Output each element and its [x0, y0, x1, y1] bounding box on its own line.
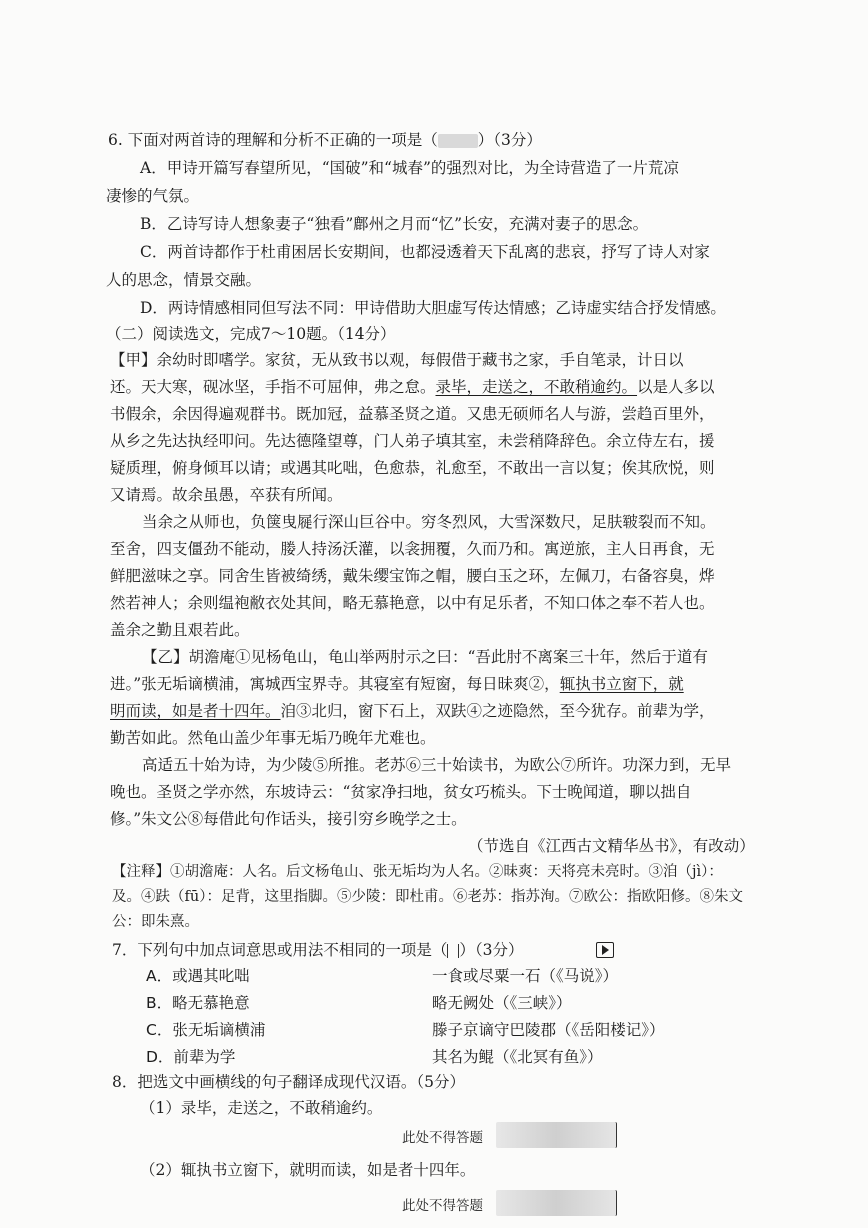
underlined-sentence-2: 辄执书立窗下，就 [559, 675, 684, 693]
answer-box[interactable] [496, 1190, 617, 1216]
passage-yi-line: 明而读，如是者十四年。洎③北归，窗下石上，双趺④之迹隐然，至今犹存。前辈为学， [110, 702, 715, 720]
notes-line: 及。④趺（fū）：足背，这里指脚。⑤少陵：即杜甫。⑥老苏：指苏洵。⑦欧公：指欧阳修。⑧朱文 [112, 889, 743, 905]
passage-jia-line: 从乡之先达执经叩问。先达德隆望尊，门人弟子填其室，未尝稍降辞色。余立侍左右，援 [110, 432, 715, 450]
answer-area-label: 此处不得答题 [402, 1130, 483, 1146]
q6-option-c-cont: 人的思念，情景交融。 [106, 271, 262, 289]
passage-jia-line: 鲜肥滋味之享。同舍生皆被绮绣，戴朱缨宝饰之帽，腰白玉之环，左佩刀，右备容臭，烨 [110, 567, 715, 585]
q6-option-a-cont: 凄惨的气氛。 [106, 187, 200, 205]
q7-option-d-right: 其名为鲲（《北冥有鱼》） [432, 1048, 603, 1066]
passage-jia-line: 疑质理，俯身倾耳以请；或遇其叱咄，色愈恭，礼愈至，不敢出一言以复；俟其欣悦，则 [110, 459, 715, 477]
q6-option-a: A．甲诗开篇写春望所见，“国破”和“城春”的强烈对比，为全诗营造了一片荒凉 [140, 159, 679, 177]
answer-area-label: 此处不得答题 [402, 1198, 483, 1214]
q8-sentence-1: （1）录毕，走送之，不敢稍逾约。 [140, 1099, 383, 1117]
q7-option-a-left: A．或遇其叱咄 [146, 967, 250, 985]
q8-sentence-2: （2）辄执书立窗下，就明而读，如是者十四年。 [140, 1161, 476, 1179]
passage-yi-line: 【乙】胡澹庵①见杨龟山，龟山举两肘示之曰：“吾此肘不离案三十年，然后于道有 [142, 648, 708, 666]
passage-jia-line: 又请焉。故余虽愚，卒获有所闻。 [110, 486, 343, 504]
passage-yi-line: 勤苦如此。然龟山盖少年事无垢乃晚年尤难也。 [110, 729, 436, 747]
notes-line: 【注释】①胡澹庵：人名。后文杨龟山、张无垢均为人名。②昧爽：天将亮未亮时。③洎（jì）： [112, 864, 723, 880]
answer-box[interactable] [496, 1122, 617, 1148]
q6-option-b: B．乙诗写诗人想象妻子“独看”鄜州之月而“忆”长安，充满对妻子的思念。 [140, 215, 649, 233]
passage-jia-line: 还。天大寒，砚冰坚，手指不可屈伸，弗之怠。录毕，走送之，不敢稍逾约。以是人多以 [110, 378, 715, 396]
underlined-sentence-2-cont: 明而读，如是者十四年。 [110, 702, 281, 720]
notes-line: 公：即朱熹。 [112, 914, 199, 930]
passage-jia-line: 盖余之勤且艰若此。 [110, 621, 250, 639]
answer-blank [447, 944, 459, 958]
passage-jia-line: 当余之从师也，负箧曳屣行深山巨谷中。穷冬烈风，大雪深数尺，足肤皲裂而不知。 [142, 513, 716, 531]
passage-jia-line: 至舍，四支僵劲不能动，媵人持汤沃灌，以衾拥覆，久而乃和。寓逆旅，主人日再食，无 [110, 540, 715, 558]
passage-source: （节选自《江西古文精华丛书》，有改动） [468, 837, 755, 855]
passage-yi-line: 高适五十始为诗，为少陵⑤所推。老苏⑥三十始读书，为欧公⑦所许。功深力到，无早 [142, 756, 732, 774]
passage-yi-line: 进。”张无垢谪横浦，寓城西宝界寺。其寝室有短窗，每日昧爽②，辄执书立窗下，就 [110, 675, 684, 693]
passage-yi-line: 修。”朱文公⑧每借此句作话头，接引穷乡晚学之士。 [110, 810, 467, 828]
q7-option-c-right: 滕子京谪守巴陵郡（《岳阳楼记》） [432, 1021, 665, 1039]
q6-option-d: D．两诗情感相同但写法不同：甲诗借助大胆虚写传达情感；乙诗虚实结合抒发情感。 [140, 299, 726, 317]
q7-option-b-left: B．略无慕艳意 [146, 994, 250, 1012]
q8-stem: 8．把选文中画横线的句子翻译成现代汉语。（5分） [112, 1073, 465, 1091]
answer-blank [438, 134, 478, 148]
passage-jia-line: 书假余，余因得遍观群书。既加冠，益慕圣贤之道。又患无硕师名人与游，尝趋百里外， [110, 405, 715, 423]
q7-option-a-right: 一食或尽粟一石（《马说》） [432, 967, 619, 985]
video-play-icon[interactable] [596, 942, 614, 958]
q6-stem: 6. 下面对两首诗的理解和分析不正确的一项是（ ）（3分） [108, 131, 542, 149]
q7-option-c-left: C．张无垢谪横浦 [146, 1021, 266, 1039]
passage-jia-line: 然若神人；余则缊袍敝衣处其间，略无慕艳意，以中有足乐者，不知口体之奉不若人也。 [110, 594, 715, 612]
passage-jia-line: 【甲】余幼时即嗜学。家贫，无从致书以观，每假借于藏书之家，手自笔录，计日以 [110, 351, 684, 369]
q7-option-d-left: D．前辈为学 [146, 1048, 236, 1066]
underlined-sentence-1: 录毕，走送之，不敢稍逾约。 [435, 378, 638, 396]
q6-option-c: C．两首诗都作于杜甫困居长安期间，也都浸透着天下乱离的悲哀，抒写了诗人对家 [140, 243, 710, 261]
q7-option-b-right: 略无阙处（《三峡》） [432, 994, 572, 1012]
passage-yi-line: 晚也。圣贤之学亦然，东坡诗云：“贫家净扫地，贫女巧梳头。下士晚闻道，聊以拙自 [110, 783, 692, 801]
q7-stem: 7．下列句中加点词意思或用法不相同的一项是（ ）（3分） [112, 941, 524, 959]
section-title: （二）阅读选文，完成7～10题。（14分） [106, 325, 396, 343]
